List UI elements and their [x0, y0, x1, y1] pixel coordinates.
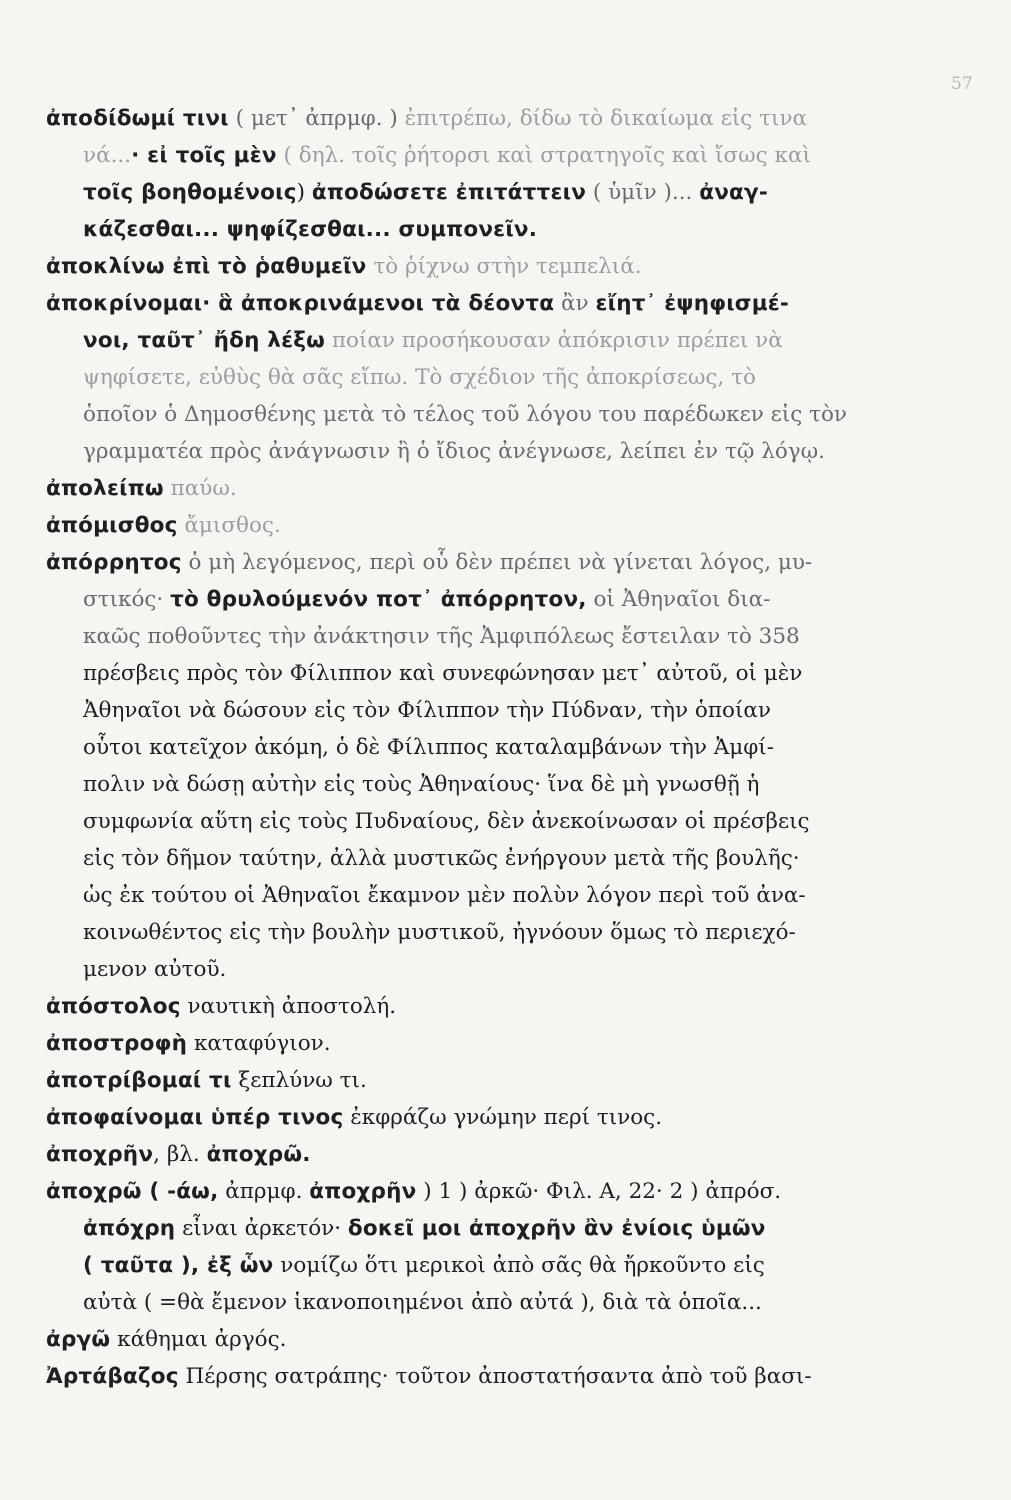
entry-continuation-line [46, 359, 888, 396]
entry-apochro [46, 1173, 888, 1321]
gloss-text: τὸ ῥίχνω στὴν τεμπελιά. [366, 254, 642, 279]
lemma-text: ἀποκρίνομαι· ἃ ἀποκρινάμενοι τὰ δέοντα [46, 291, 555, 316]
dictionary-entries [46, 100, 888, 1395]
entry-headline [46, 544, 888, 581]
entry-headline [46, 507, 888, 544]
lemma-text: τὸ θρυλούμενόν ποτ᾽ ἀπόρρητον, [170, 587, 587, 612]
entry-continuation-line [46, 803, 888, 840]
entry-apomisthos [46, 507, 888, 544]
gloss-text: ψηφίσετε, εὐθὺς θὰ σᾶς εἴπω. Τὸ σχέδιον τῆς ἀποκρίσεως, τὸ [83, 365, 756, 390]
gloss-text: ναυτικὴ ἀποστολή. [180, 994, 397, 1019]
gloss-text: οἱ Ἀθηναῖοι δια- [586, 587, 771, 612]
entry-continuation-line [46, 914, 888, 951]
lemma-text: ἀργῶ [46, 1327, 111, 1352]
entry-continuation-line [46, 211, 888, 248]
gloss-text: νομίζω ὅτι μερικοὶ ἀπὸ σᾶς θὰ ἤρκοῦντο εἰς [273, 1253, 765, 1278]
entry-apochrin [46, 1136, 888, 1173]
gloss-text: ἀπρμφ. [218, 1179, 310, 1204]
entry-headline [46, 285, 888, 322]
entry-continuation-line [46, 655, 888, 692]
lemma-text: ἀποδίδωμί τινι [46, 106, 229, 131]
entry-headline [46, 1062, 888, 1099]
entry-continuation-line [46, 137, 888, 174]
gloss-text: εἶναι ἀρκετόν· [175, 1216, 348, 1241]
gloss-text: κάθημαι ἀργός. [110, 1327, 287, 1352]
entry-headline [46, 248, 888, 285]
gloss-text: πρέσβεις πρὸς τὸν Φίλιππον καὶ συνεφώνησαν μετ᾽ αὐτοῦ, οἱ μὲν [83, 661, 803, 686]
entry-headline [46, 100, 888, 137]
lemma-text: εἴητ᾽ ἐψηφισμέ- [595, 291, 790, 316]
gloss-text: μενον αὐτοῦ. [83, 957, 227, 982]
entry-headline [46, 1321, 888, 1358]
lemma-text: ἀποδώσετε ἐπιτάττειν [311, 180, 587, 205]
entry-continuation-line [46, 433, 888, 470]
entry-continuation-line [46, 581, 888, 618]
entry-apoleipo [46, 470, 888, 507]
entry-apotrivomai [46, 1062, 888, 1099]
gloss-text: ( δηλ. τοῖς ῥήτορσι καὶ στρατηγοῖς καὶ ἴσως καὶ [276, 143, 811, 168]
gloss-text: ( ὑμῖν )... [586, 180, 700, 205]
entry-headline [46, 470, 888, 507]
gloss-text: γραμματέα πρὸς ἀνάγνωσιν ἢ ὁ ἴδιος ἀνέγνωσε, λείπει ἐν τῷ λόγῳ. [83, 439, 826, 464]
entry-apostrophi [46, 1025, 888, 1062]
lemma-text: ( ταῦτα ), ἐξ ὧν [83, 1253, 274, 1278]
gloss-text: ) 1 ) ἀρκῶ· Φιλ. Α, 22· 2 ) ἀπρόσ. [416, 1179, 782, 1204]
entry-continuation-line [46, 766, 888, 803]
entry-continuation-line [46, 1284, 888, 1321]
entry-continuation-line [46, 1210, 888, 1247]
entry-continuation-line [46, 729, 888, 766]
entry-headline [46, 988, 888, 1025]
gloss-text: ἂν [554, 291, 596, 316]
gloss-text: ὡς ἐκ τούτου οἱ Ἀθηναῖοι ἔκαμνον μὲν πολὺν λόγον περὶ τοῦ ἀνα- [83, 883, 806, 908]
gloss-text: ὁποῖον ὁ Δημοσθένης μετὰ τὸ τέλος τοῦ λόγου του παρέδωκεν εἰς τὸν [83, 402, 847, 427]
entry-continuation-line [46, 1247, 888, 1284]
page-number: 57 [951, 74, 973, 94]
gloss-text: νά... [83, 143, 132, 168]
lemma-text: ἀπολείπω [46, 476, 164, 501]
lemma-text: ἀποχρῶ. [206, 1142, 311, 1167]
lemma-text: ἀποχρῶ ( -άω, [46, 1179, 219, 1204]
entry-headline [46, 1173, 888, 1210]
lemma-text: ἀπόμισθος [46, 513, 178, 538]
entry-apokrinomai [46, 285, 888, 470]
entry-headline [46, 1358, 888, 1395]
lemma-text: ἀπόρρητος [46, 550, 182, 575]
entry-continuation-line [46, 840, 888, 877]
gloss-text: , βλ. [153, 1142, 207, 1167]
gloss-text: ( μετ᾽ ἀπρμφ. ) [228, 106, 405, 131]
lemma-text: τοῖς βοηθομένοις [83, 180, 297, 205]
gloss-text: Ἀθηναῖοι νὰ δώσουν εἰς τὸν Φίλιππον τὴν Πύδναν, τὴν ὁποίαν [83, 698, 771, 723]
lemma-text: ἀποφαίνομαι ὑπέρ τινος [46, 1105, 344, 1130]
gloss-text: οὗτοι κατεῖχον ἀκόμη, ὁ δὲ Φίλιππος καταλαμβάνων τὴν Ἀμφί- [83, 735, 774, 760]
lemma-text: ἀπόχρη [83, 1216, 176, 1241]
lemma-text: νοι, ταῦτ᾽ ἤδη λέξω [83, 328, 326, 353]
entry-apofainomai [46, 1099, 888, 1136]
gloss-text: πολιν νὰ δώσῃ αὐτὴν εἰς τοὺς Ἀθηναίους· ἵνα δὲ μὴ γνωσθῇ ἡ [83, 772, 760, 797]
entry-continuation-line [46, 618, 888, 655]
gloss-text: αὐτὰ ( =θὰ ἔμενον ἱκανοποιημένοι ἀπὸ αὐτά ), διὰ τὰ ὁποῖα... [83, 1290, 762, 1315]
entry-apodidomi [46, 100, 888, 248]
entry-continuation-line [46, 396, 888, 433]
entry-headline [46, 1025, 888, 1062]
entry-aporritos [46, 544, 888, 988]
entry-headline [46, 1099, 888, 1136]
lemma-text: ἀποτρίβομαί τι [46, 1068, 232, 1093]
lemma-text: δοκεῖ μοι ἀποχρῆν ἂν ἐνίοις ὑμῶν [347, 1216, 766, 1241]
entry-argo [46, 1321, 888, 1358]
entry-apostolos [46, 988, 888, 1025]
lemma-text: ἀποχρῆν [46, 1142, 154, 1167]
gloss-text: ξεπλύνω τι. [231, 1068, 367, 1093]
lemma-text: ἀποχρῆν [309, 1179, 417, 1204]
lemma-text: ἀπόστολος [46, 994, 181, 1019]
gloss-text: ἐκφράζω γνώμην περί τινος. [343, 1105, 663, 1130]
gloss-text: ἄμισθος. [177, 513, 281, 538]
lemma-text: Ἀρτάβαζος [46, 1364, 179, 1389]
gloss-text: Πέρσης σατράπης· τοῦτον ἀποστατήσαντα ἀπὸ τοῦ βασι- [178, 1364, 812, 1389]
entry-headline [46, 1136, 888, 1173]
lemma-text: · εἰ τοῖς μὲν [131, 143, 277, 168]
gloss-text: παύω. [163, 476, 237, 501]
lemma-text: κάζεσθαι... ψηφίζεσθαι... συμπονεῖν. [83, 217, 538, 242]
gloss-text: ) [296, 180, 312, 205]
gloss-text: ὁ μὴ λεγόμενος, περὶ οὗ δὲν πρέπει νὰ γίνεται λόγος, μυ- [181, 550, 813, 575]
gloss-text: συμφωνία αὕτη εἰς τοὺς Πυδναίους, δὲν ἀνεκοίνωσαν οἱ πρέσβεις [83, 809, 810, 834]
entry-continuation-line [46, 692, 888, 729]
gloss-text: ποίαν προσήκουσαν ἀπόκρισιν πρέπει νὰ [325, 328, 783, 353]
gloss-text: εἰς τὸν δῆμον ταύτην, ἀλλὰ μυστικῶς ἐνήργουν μετὰ τῆς βουλῆς· [83, 846, 800, 871]
gloss-text: καταφύγιον. [187, 1031, 331, 1056]
gloss-text: κοινωθέντος εἰς τὴν βουλὴν μυστικοῦ, ἠγνόουν ὅμως τὸ περιεχό- [83, 920, 796, 945]
lemma-text: ἀναγ- [699, 180, 768, 205]
entry-apoklino [46, 248, 888, 285]
gloss-text: καῶς ποθοῦντες τὴν ἀνάκτησιν τῆς Ἀμφιπόλεως ἔστειλαν τὸ 358 [83, 624, 800, 649]
entry-continuation-line [46, 951, 888, 988]
lemma-text: ἀποστροφὴ [46, 1031, 188, 1056]
gloss-text: στικός· [83, 587, 171, 612]
gloss-text: ἐπιτρέπω, δίδω τὸ δικαίωμα εἰς τινα [404, 106, 808, 131]
entry-continuation-line [46, 877, 888, 914]
lemma-text: ἀποκλίνω ἐπὶ τὸ ῥαθυμεῖν [46, 254, 367, 279]
entry-artavazos [46, 1358, 888, 1395]
entry-continuation-line [46, 174, 888, 211]
entry-continuation-line [46, 322, 888, 359]
